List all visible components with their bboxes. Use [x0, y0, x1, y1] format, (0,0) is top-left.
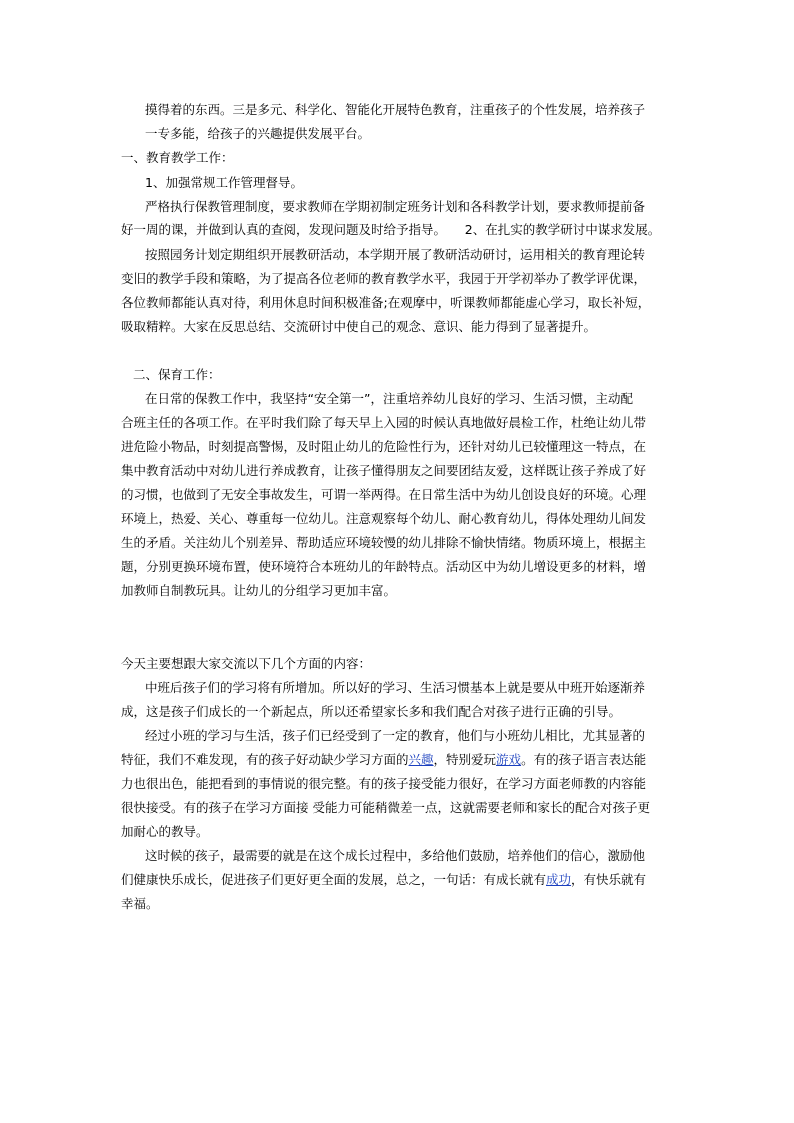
- success-link[interactable]: 成功: [546, 872, 572, 887]
- paragraph-line: 加耐心的教导。: [121, 824, 209, 839]
- paragraph-line: 这时候的孩子，最需要的就是在这个成长过程中，多给他们鼓励，培养他们的信心，激励他: [145, 848, 646, 863]
- text-segment: 。有的孩子语言表达能: [521, 752, 647, 767]
- paragraph-line: 幸福。: [121, 896, 159, 911]
- paragraph-line: 成，这是孩子们成长的一个新起点，所以还希望家长多和我们配合对孩子进行正确的引导。: [121, 704, 622, 719]
- text-segment: 们健康快乐成长，促进孩子们更好更全面的发展，总之，一句话：有成长就有: [121, 872, 547, 887]
- section-heading-teaching: 一、教育教学工作：: [121, 150, 234, 165]
- paragraph-line: 力也很出色，能把看到的事情说的很完整。有的孩子接受能力很好，在学习方面老师教的内容能: [121, 776, 647, 791]
- text-segment: ，有快乐就有: [571, 872, 647, 887]
- section-heading-care: 二、保育工作：: [133, 367, 221, 382]
- section-intro-line: 今天主要想跟大家交流以下几个方面的内容：: [121, 656, 372, 671]
- paragraph-line: 经过小班的学习与生活，孩子们已经受到了一定的教育，他们与小班幼儿相比，尤其显著的: [145, 728, 646, 743]
- paragraph-line: 一专多能，给孩子的兴趣提供发展平台。: [145, 126, 371, 141]
- paragraph-line: 好一周的课，并做到认真的查阅，发现问题及时给予指导。 2、在扎实的教学研讨中谋求发展。: [121, 222, 661, 237]
- paragraph-line: [121, 872, 646, 888]
- paragraph-line: 集中教育活动中对幼儿进行养成教育，让孩子懂得朋友之间要团结友爱，这样既让孩子养成了好: [121, 463, 647, 478]
- paragraph-line: 环境上，热爱、关心、尊重每一位幼儿。注意观察每个幼儿、耐心教育幼儿，得体处理幼儿间发: [121, 511, 647, 526]
- paragraph-line: 在日常的保教工作中，我坚持“安全第一”，注重培养幼儿良好的学习、生活习惯，主动配: [145, 391, 633, 406]
- paragraph-line: 合班主任的各项工作。在平时我们除了每天早上入园的时候认真地做好晨检工作，杜绝让幼儿带: [121, 415, 647, 430]
- paragraph-line: 严格执行保教管理制度，要求教师在学期初制定班务计划和各科教学计划，要求教师提前备: [145, 199, 646, 214]
- paragraph-line: 生的矛盾。关注幼儿个别差异、帮助适应环境较慢的幼儿排除不愉快情绪。物质环境上，根据主: [121, 535, 647, 550]
- paragraph-line: 按照园务计划定期组织开展教研活动，本学期开展了教研活动研讨，运用相关的教育理论转: [145, 247, 646, 262]
- text-segment: ，特别爱玩: [433, 752, 497, 767]
- paragraph-line: [121, 752, 646, 768]
- text-segment: 特征，我们不难发现，有的孩子好动缺少学习方面的: [121, 752, 409, 767]
- game-link[interactable]: 游戏: [496, 752, 522, 767]
- paragraph-line: 摸得着的东西。三是多元、科学化、智能化开展特色教育，注重孩子的个性发展，培养孩子: [145, 102, 646, 117]
- paragraph-line: 进危险小物品，时刻提高警惕，及时阻止幼儿的危险性行为，还针对幼儿已较懂理这一特点，在: [121, 439, 647, 454]
- paragraph-line: 变旧的教学手段和策略，为了提高各位老师的教育教学水平，我园于开学初举办了教学评优课，: [121, 271, 647, 286]
- paragraph-line: 题，分别更换环境布置，使环境符合本班幼儿的年龄特点。活动区中为幼儿增设更多的材料，增: [121, 559, 647, 574]
- interest-link[interactable]: 兴趣: [408, 752, 434, 767]
- subheading-routine-management: 1、加强常规工作管理督导。: [145, 175, 303, 190]
- paragraph-line: 吸取精粹。大家在反思总结、交流研讨中使自己的观念、意识、能力得到了显著提升。: [121, 319, 597, 334]
- paragraph-line: 中班后孩子们的学习将有所增加。所以好的学习、生活习惯基本上就是要从中班开始逐渐养: [145, 680, 646, 695]
- paragraph-line: 各位教师都能认真对待，利用休息时间积极准备;在观摩中，听课教师都能虚心学习，取长补短，: [121, 295, 651, 310]
- paragraph-line: 很快接受。有的孩子在学习方面接 受能力可能稍微差一点，这就需要老师和家长的配合对孩子更: [121, 800, 650, 815]
- paragraph-line: 的习惯，也做到了无安全事故发生，可谓一举两得。在日常生活中为幼儿创设良好的环境。心理: [121, 487, 647, 502]
- paragraph-line: 加教师自制教玩具。让幼儿的分组学习更加丰富。: [121, 583, 397, 598]
